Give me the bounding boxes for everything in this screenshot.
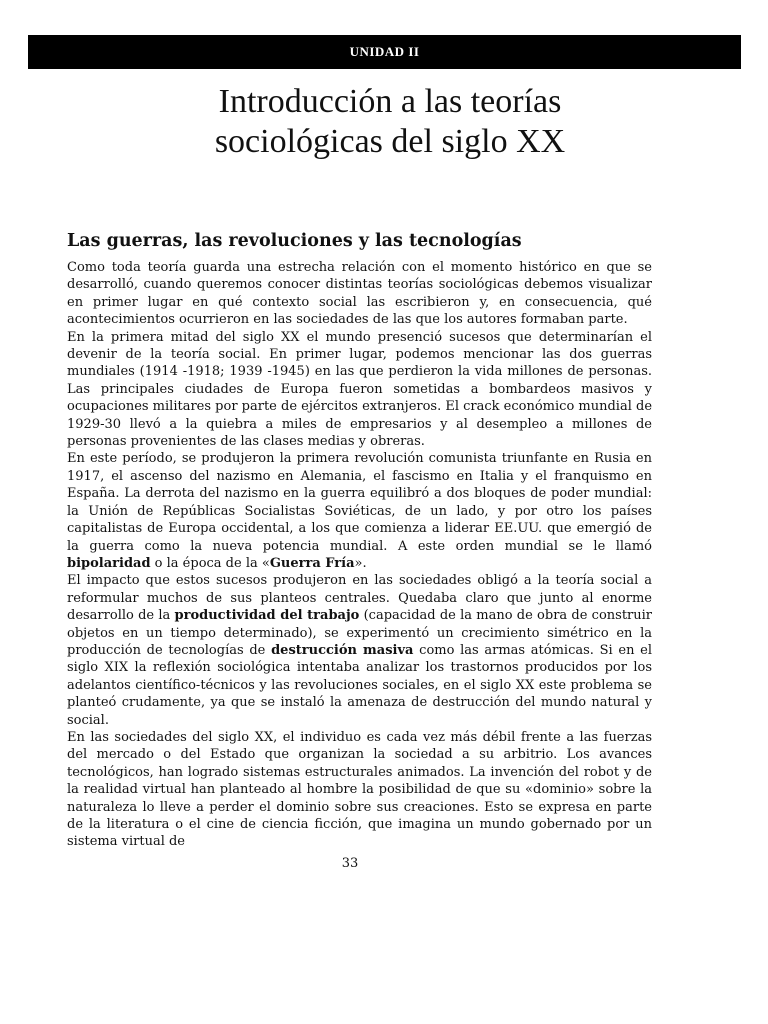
page-title — [40, 82, 740, 162]
paragraph-5: En las sociedades del siglo XX, el individuo es cada vez más débil frente a las fuerzas del mercado o del Estado que organizan la sociedad a su arbitrio. Los avances tecnológicos, han logrado sistemas estructurales animados. La invención del robot y de la realidad virtual han planteado al hombre la posibilidad de que su «dominio» sobre la naturaleza lo lleve a perder el dominio sobre sus creaciones. Esto se expresa en parte de la literatura o el cine de ciencia ficción, que imagina un mundo gobernado por un sistema virtual de — [67, 729, 652, 850]
body-text — [67, 259, 652, 851]
term-productividad-del-trabajo: productividad del trabajo — [174, 608, 360, 624]
paragraph-3-text-c: o la época de la « — [150, 555, 270, 571]
paragraph-3 — [67, 450, 652, 572]
term-destruccion-masiva: destrucción masiva — [271, 642, 414, 658]
page-title-line-2: sociológicas del siglo XX — [214, 123, 566, 160]
page-number: 33 — [341, 856, 359, 871]
paragraph-3-text-d: ». — [354, 555, 367, 571]
paragraph-2: En la primera mitad del siglo XX el mundo presenció sucesos que determinarían el devenir de la teoría social. En primer lugar, podemos mencionar las dos guerras mundiales (1914 -1918; 1939 -1945) en las que perdieron la vida millones de personas. Las principales ciudades de Europa fueron sometidas a bombardeos masivos y ocupaciones militares por parte de ejércitos extranjeros. El crack económico mundial de 1929-30 llevó a la quiebra a miles de empresarios y al desempleo a millones de personas provenientes de las clases medias y obreras. — [67, 329, 653, 450]
paragraph-4-text-c: (capacidad de la mano de obra de construir objetos en un tiempo determinado), se experimentó un crecimiento simétrico en la producción de tecnologías de — [67, 608, 653, 658]
paragraph-4 — [67, 572, 652, 729]
unit-header-bar — [28, 35, 741, 69]
unit-label: UNIDAD II — [349, 44, 420, 59]
paragraph-4-text-a: El impacto que estos sucesos produjeron en las sociedades obligó a la teoría social a reformular muchos de sus planteos centrales. Quedaba claro que junto al enorme desarrollo de la — [67, 573, 652, 624]
term-bipolaridad: bipolaridad — [67, 555, 151, 571]
paragraph-1: Como toda teoría guarda una estrecha relación con el momento histórico en que se desarrolló, cuando queremos conocer distintas teorías sociológicas debemos visualizar en primer lugar en qué contexto social las escribieron y, en consecuencia, qué acontecimientos ocurrieron en las sociedades de las que los autores formaban parte. — [67, 260, 652, 328]
page-title-line-1: Introducción a las teorías — [218, 83, 562, 120]
term-guerra-fria: Guerra Fría — [269, 555, 355, 571]
section-heading: Las guerras, las revoluciones y las tecnologías — [67, 231, 522, 251]
paragraph-4-text-d: como las armas atómicas. Si en el siglo XIX la reflexión sociológica intentaba analizar los trastornos producidos por los adelantos científico-técnicos y las revoluciones sociales, en el siglo XX este problema se planteó crudamente, ya que se instaló la amenaza de destrucción del mundo natural y social. — [67, 642, 652, 728]
paragraph-3-text-a: En este período, se produjeron la primera revolución comunista triunfante en Rusia en 1917, el ascenso del nazismo en Alemania, el fascismo en Italia y el franquismo en España. La derrota del nazismo en la guerra equilibró a dos bloques de poder mundial: la Unión de Repúblicas Socialistas Soviéticas, de un lado, y por otro los países capitalistas de Europa occidental, a los que comienza a liderar EE.UU. que emergió de la guerra como la nueva potencia mundial. A este orden mundial se le llamó — [67, 451, 652, 554]
